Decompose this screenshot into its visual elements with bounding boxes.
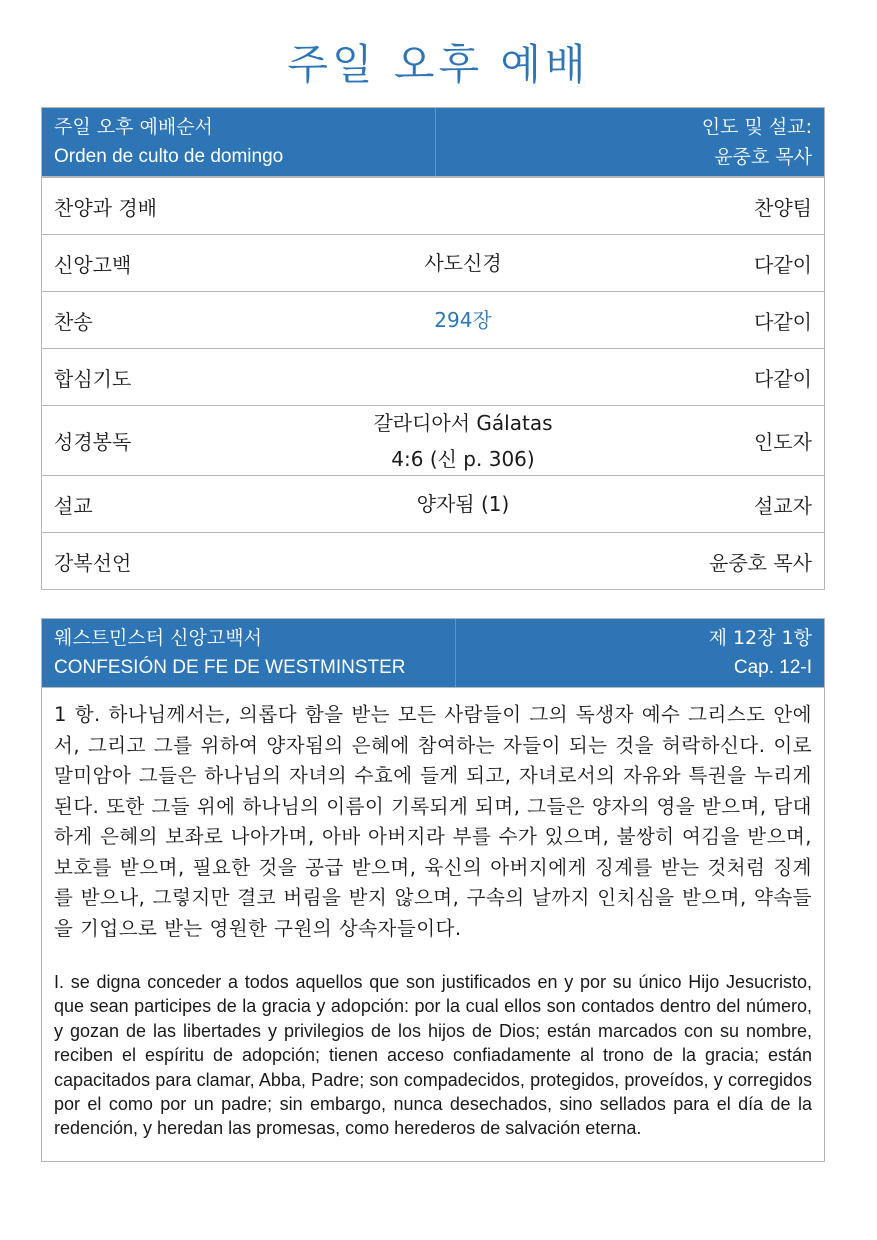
worship-order-title-ko: 주일 오후 예배순서	[54, 116, 213, 138]
confession-text-korean: 1 항. 하나님께서는, 의롭다 함을 받는 모든 사람들이 그의 독생자 예수 그리스도 안에서, 그리고 그를 위하여 양자됨의 은혜에 참여하는 자들이 되는 것을 허락하신다. 이로 말미암아 그들은 하나님의 자녀의 수효에 들게 되고, 자녀로서의 자유와 특권을 누리게 된다. 또한 그들 위에 하나님의 이름이 기록되게 되며, 그들은 양자의 영을 받으며, 담대하게 은혜의 보좌로 나아가며, 아바 아버지라 부를 수가 있으며, 불쌍히 여김을 받으며, 보호를 받으며, 필요한 것을 공급 받으며, 육신의 아버지에게 징계를 받는 것처럼 징계를 받으나, 그렇지만 결코 버림을 받지 않으며, 구속의 날까지 인치심을 받으며, 약속들을 기업으로 받는 영원한 구원의 상속자들이다.	[54, 703, 812, 940]
order-item: 찬양과 경배	[54, 195, 157, 220]
worship-order-table	[41, 107, 825, 590]
confession-chapter-ko: 제 12장 1항	[708, 627, 812, 649]
scripture-reference	[314, 405, 612, 477]
order-row-creed	[42, 234, 824, 291]
order-leader: 윤중호 목사	[709, 550, 812, 575]
order-item: 강복선언	[54, 550, 132, 575]
leader-label: 인도 및 설교:	[701, 116, 812, 138]
confession-title-es: CONFESIÓN DE FE DE WESTMINSTER	[54, 657, 406, 678]
confession-title-ko: 웨스트민스터 신앙고백서	[54, 627, 262, 649]
order-leader: 설교자	[754, 493, 812, 518]
confession-section	[41, 618, 825, 1162]
order-item: 성경봉독	[54, 430, 132, 454]
confession-header-right	[455, 619, 824, 687]
page-title: 주일 오후 예배	[287, 40, 590, 89]
order-leader: 인도자	[754, 430, 812, 454]
order-content: 사도신경	[424, 251, 502, 275]
order-row-praise	[42, 177, 824, 234]
order-row-prayer	[42, 348, 824, 405]
confession-header	[42, 619, 824, 688]
hymn-number: 294장	[434, 308, 492, 332]
leader-name: 윤중호 목사	[714, 146, 812, 168]
order-row-scripture	[42, 405, 824, 475]
order-item: 신앙고백	[54, 252, 132, 277]
scripture-verse: 4:6 (신 p. 306)	[391, 446, 535, 471]
order-row-benediction	[42, 532, 824, 589]
worship-order-title-es: Orden de culto de domingo	[54, 146, 284, 167]
worship-order-header-right	[435, 108, 824, 176]
order-item: 설교	[54, 493, 93, 518]
order-item: 합심기도	[54, 366, 132, 391]
worship-order-header-left	[42, 108, 435, 176]
order-row-sermon	[42, 475, 824, 532]
order-leader: 다같이	[754, 252, 812, 277]
order-row-hymn	[42, 291, 824, 348]
sermon-title: 양자됨 (1)	[416, 492, 510, 516]
order-leader: 다같이	[754, 366, 812, 391]
confession-text-spanish: I. se digna conceder a todos aquellos que son justificados en y por su único Hijo Jesucristo, que sean participes de la gracia y adopción: por la cual ellos son contados dentro del número, y gozan de las libertades y privilegios de los hijos de Dios; están marcados con su nombre, reciben el espíritu de adopción; tienen acceso confiadamente al trono de la gracia; están capacitados para clamar, Abba, Padre; son compadecidos, protegidos, proveídos, y corregidos por el como por un padre; sin embargo, nunca desechados, sino sellados para el día de la redención, y heredan las promesas, como herederos de salvación eterna.	[54, 972, 812, 1139]
confession-header-left	[42, 619, 455, 687]
confession-body	[42, 688, 824, 1161]
order-item: 찬송	[54, 309, 93, 334]
order-leader: 찬양팀	[754, 195, 812, 220]
confession-chapter-es: Cap. 12-I	[733, 657, 812, 678]
order-leader: 다같이	[754, 309, 812, 334]
scripture-book: 갈라디아서 Gálatas	[373, 410, 553, 435]
worship-order-header	[42, 108, 824, 177]
